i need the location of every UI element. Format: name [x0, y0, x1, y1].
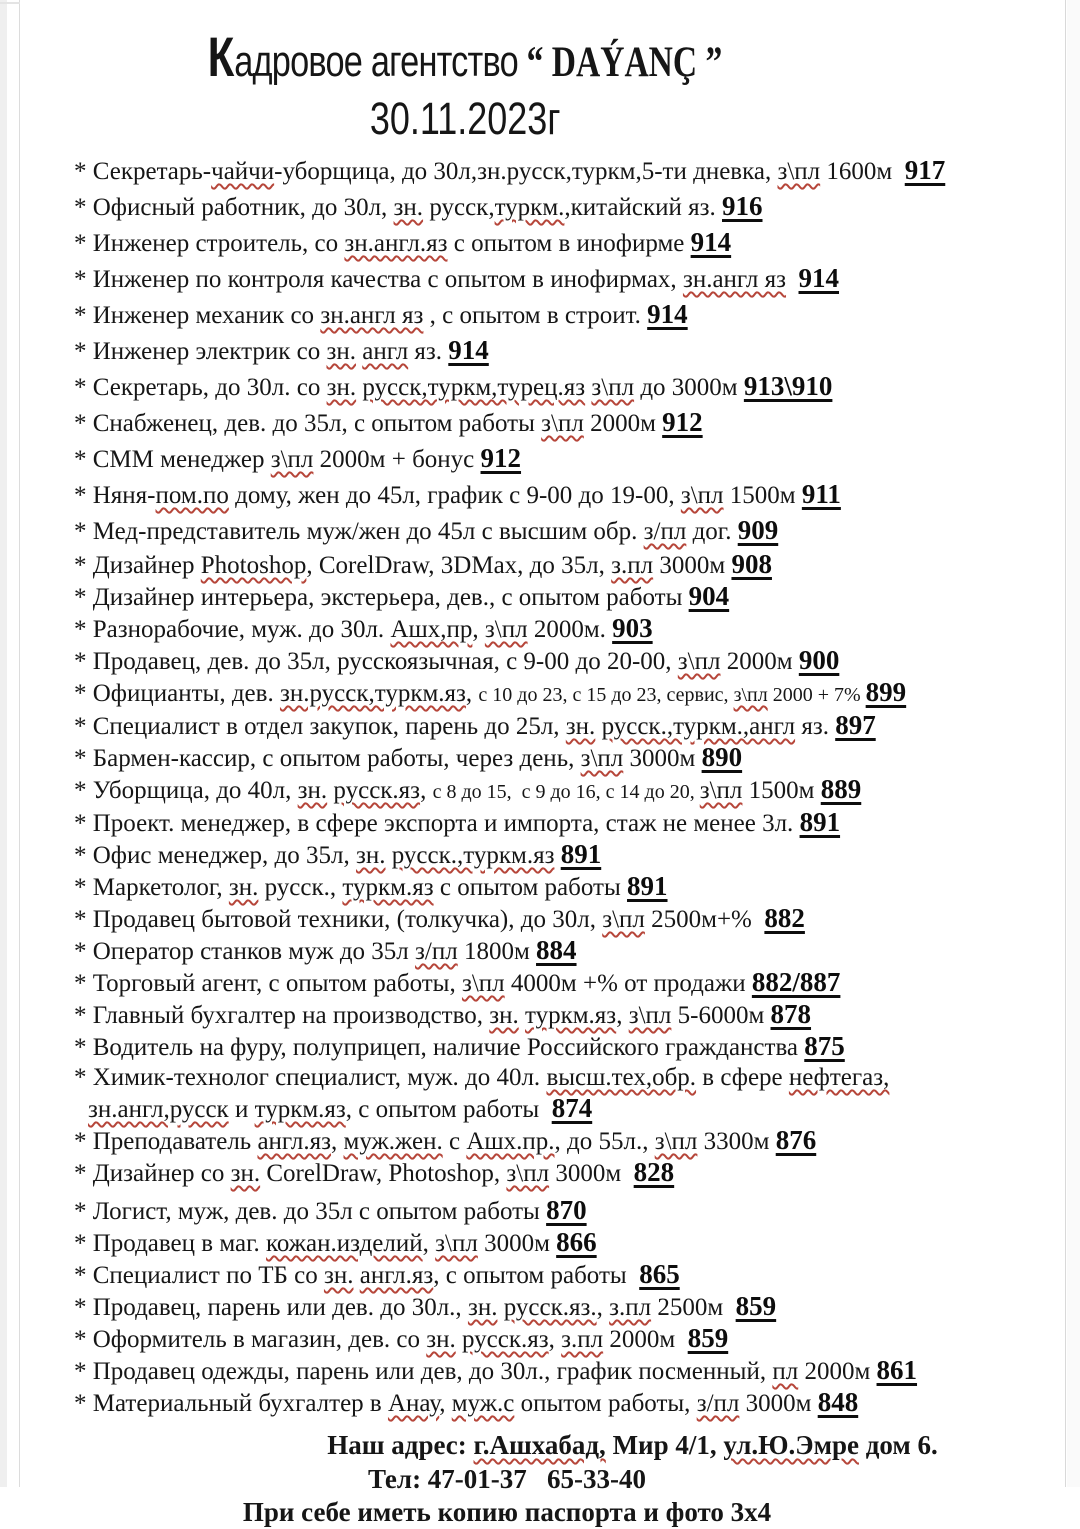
text-segment: Няня- [92, 482, 156, 509]
misspelled-word: зн. [565, 713, 596, 740]
job-code: 889 [820, 774, 862, 804]
misspelled-word: зн. [467, 1294, 498, 1321]
bullet-star: * [74, 338, 93, 365]
text-segment: Дизайнер [92, 552, 201, 579]
text-segment: Уборщица, до 40л, [92, 777, 298, 804]
misspelled-word: з.пл [561, 1326, 604, 1353]
job-code: 912 [662, 407, 703, 437]
text-segment: , [548, 1326, 562, 1353]
misspelled-word: зн. [393, 194, 424, 221]
misspelled-word: Ашх,пр [390, 616, 473, 643]
text-segment: Оператор станков муж до 35л [92, 938, 416, 965]
text-segment: 2000м [603, 1326, 688, 1353]
text-segment: , CorelDraw, 3DMax, до 35л, [306, 552, 612, 579]
bullet-star: * [74, 230, 93, 257]
text-segment: опытом работы, [514, 1390, 697, 1417]
text-segment: яз. [795, 713, 836, 740]
text-segment: Оформитель в магазин, дев. со [92, 1326, 427, 1353]
bullet-star: * [74, 1230, 93, 1257]
text-segment: Логист, муж, дев. до 35л с опытом работы [92, 1198, 547, 1225]
job-listing [74, 903, 1080, 935]
job-code: 899 [865, 677, 907, 707]
text-segment: Инженер строитель, со [92, 230, 345, 257]
job-listing [74, 710, 1080, 742]
text-segment: русск., [258, 874, 343, 901]
job-code: 891 [799, 807, 841, 837]
job-code: 903 [612, 613, 653, 643]
job-listing [74, 1227, 1080, 1259]
bullet-star: * [74, 410, 93, 437]
misspelled-word: высш.тех,обр. [546, 1064, 697, 1091]
job-code: 914 [798, 263, 840, 293]
job-code: 828 [633, 1157, 675, 1187]
text-segment: , [616, 1002, 629, 1029]
misspelled-word: кожан.изделий [266, 1230, 423, 1257]
job-code: 876 [775, 1125, 817, 1155]
text-segment: Преподаватель [92, 1128, 258, 1155]
job-list [74, 153, 1080, 1419]
job-code: 912 [480, 443, 522, 473]
text-segment: с 8 до 15, с 9 до 16, с 14 до 20, [432, 781, 700, 803]
job-listing [74, 1387, 1080, 1419]
misspelled-word: Анау [387, 1390, 440, 1417]
job-code: 913\910 [743, 371, 833, 401]
job-code: 911 [801, 479, 841, 509]
date-line [0, 94, 1080, 144]
bullet-star: * [74, 552, 93, 579]
misspelled-word: зн. [323, 1262, 354, 1289]
text-segment: Бармен-кассир, с опытом работы, через день, [92, 745, 581, 772]
text-segment: CorelDraw, Photoshop, [260, 1160, 507, 1187]
text-segment: Продавец, парень или дев. до 30л., [92, 1294, 468, 1321]
job-code: 865 [639, 1259, 680, 1289]
misspelled-word: з\пл [541, 410, 584, 437]
text-segment: с опытом в инофирме [447, 230, 691, 257]
misspelled-word: русск.яз. [503, 1294, 597, 1321]
text-segment: Специалист в отдел закупок, парень до 25л, [92, 713, 566, 740]
misspelled-word: туркм.яз [254, 1096, 346, 1123]
misspelled-word: з\пл [733, 684, 768, 706]
job-code: 861 [876, 1355, 918, 1385]
text-segment: ,китайский яз. [564, 194, 722, 221]
job-code: 916 [722, 191, 763, 221]
misspelled-word: англ.яз [359, 1262, 434, 1289]
job-listing [74, 297, 1080, 333]
job-code: 917 [904, 155, 946, 185]
text-segment: , [596, 1294, 610, 1321]
job-code: 870 [546, 1195, 587, 1225]
text-segment: 2000м [798, 1358, 877, 1385]
misspelled-word: з\пл [591, 374, 635, 401]
text-segment: с 10 до 23, с 15 до 23, сервис, [478, 684, 734, 706]
text-segment: Дизайнер интерьера, экстерьера, дев., с опытом работы [92, 584, 689, 611]
misspelled-word: зн.русск,туркм.яз [279, 680, 466, 707]
bullet-star: * [74, 1326, 93, 1353]
job-code: 878 [770, 999, 812, 1029]
page-footer [0, 1427, 1080, 1529]
job-listing [74, 153, 1080, 189]
misspelled-word: з\пл [435, 1230, 478, 1257]
text-segment: дому, жен до 45л, график с 9-00 до 19-00, [228, 482, 681, 509]
misspelled-word: Ашх.пр. [466, 1128, 555, 1155]
page-header [0, 0, 1080, 144]
photo-edge-top-line [0, 2, 20, 4]
misspelled-word: з/пл [696, 1390, 740, 1417]
misspelled-word: зн. [326, 374, 357, 401]
date: 30.11.2023г [369, 93, 561, 144]
text-segment: Продавец в маг. [92, 1230, 267, 1257]
text-segment: , с опытом в строит. [423, 302, 648, 329]
text-segment: 5-6000м [671, 1002, 771, 1029]
misspelled-word: зн.англ яз [320, 302, 424, 329]
misspelled-word: русск.яз [333, 777, 421, 804]
misspelled-word: англ.яз [257, 1128, 332, 1155]
text-segment: -уборщица, до 30л,зн.русск,туркм,5-ти дневка, [274, 158, 778, 185]
bullet-star: * [74, 1160, 93, 1187]
text-segment: с опытом работы [433, 874, 628, 901]
misspelled-word: зн.англ яз [682, 266, 787, 293]
misspelled-word: з\пл [270, 446, 314, 473]
job-code: 897 [835, 710, 876, 740]
misspelled-word: туркм.яз [525, 1002, 617, 1029]
text-segment: , с опытом работы [433, 1262, 640, 1289]
job-listing [74, 1063, 1080, 1125]
job-listing [74, 1157, 1080, 1189]
misspelled-word: чайчи [211, 158, 275, 185]
bullet-star: * [74, 1198, 93, 1225]
text-segment: СММ менеджер [92, 446, 271, 473]
text-segment: Инженер по контроля качества с опытом в инофирмах, [92, 266, 683, 293]
bullet-star: * [74, 648, 93, 675]
text-segment: Наш адрес: [327, 1430, 474, 1460]
misspelled-word: русск,туркм,турец.яз [362, 374, 586, 401]
misspelled-word: зн. [326, 338, 356, 365]
job-code: 891 [560, 839, 602, 869]
bullet-star: * [74, 518, 93, 545]
misspelled-word: з\пл [680, 482, 724, 509]
misspelled-word: з\пл [484, 616, 528, 643]
bullet-star: * [74, 938, 93, 965]
text-segment: Продавец одежды, парень или дев, до 30л., график посменный, [92, 1358, 773, 1385]
phone-line: Тел: 47-01-37 65-33-40 [367, 1464, 647, 1494]
misspelled-word: з\пл [654, 1128, 698, 1155]
text-segment: 3000м [739, 1390, 818, 1417]
text-segment: , [472, 616, 485, 643]
misspelled-word: ул.Ю.Эмре [723, 1430, 859, 1460]
bullet-star: * [74, 194, 93, 221]
misspelled-word: з\пл [677, 648, 721, 675]
misspelled-word: муж.с [451, 1390, 515, 1417]
photo-edge-left-line [19, 0, 20, 1487]
bullet-star: * [74, 1128, 93, 1155]
misspelled-word: пом.по [155, 482, 229, 509]
job-code: 904 [688, 581, 730, 611]
bullet-star: * [74, 1390, 93, 1417]
misspelled-word: зн. [489, 1002, 519, 1029]
bullet-star: * [74, 302, 93, 329]
misspelled-word: нефтегаз, [788, 1064, 890, 1091]
text-segment: дог. [686, 518, 738, 545]
misspelled-word: з\пл [506, 1160, 550, 1187]
misspelled-word: зн. [230, 1160, 261, 1187]
misspelled-word: русск.яз [462, 1326, 549, 1353]
misspelled-word: русск.,туркм.яз [391, 842, 555, 869]
text-segment: Инженер механик со [92, 302, 321, 329]
misspelled-word: з\пл [777, 158, 821, 185]
bullet-star: * [74, 680, 93, 707]
text-segment: Офис менеджер, до 35л, [92, 842, 356, 869]
job-listing [74, 677, 1080, 710]
job-code: 884 [536, 935, 577, 965]
job-listing [74, 1323, 1080, 1355]
text-segment: яз. [408, 338, 449, 365]
misspelled-word: Photoshop [200, 552, 307, 579]
text-segment: Офисный работник, до 30л, [92, 194, 394, 221]
text-segment: 1500м [742, 777, 821, 804]
text-segment: Официанты, дев. [92, 680, 280, 707]
misspelled-word: туркм. [494, 194, 565, 221]
misspelled-word: пл [772, 1358, 799, 1385]
job-listing [74, 1125, 1080, 1157]
misspelled-word: зн. [356, 842, 386, 869]
job-listing [74, 513, 1080, 549]
job-listing [74, 261, 1080, 297]
job-listing [74, 549, 1080, 581]
title-initial-cap: К [207, 25, 235, 88]
text-segment: 2000м. [527, 616, 613, 643]
text-segment: 2000м [583, 410, 663, 437]
photo-edge-left [0, 0, 7, 1487]
text-segment: Водитель на фуру, полуприцеп, наличие Российского гражданства [92, 1034, 805, 1061]
bullet-star: * [74, 810, 93, 837]
bullet-star: * [74, 482, 93, 509]
job-listing [74, 405, 1080, 441]
text-segment: 3000м [477, 1230, 557, 1257]
text-segment: с [442, 1128, 467, 1155]
misspelled-word: г.Ашхабад, [473, 1430, 606, 1460]
text-segment: , [439, 1390, 452, 1417]
bullet-star: * [74, 1064, 93, 1091]
misspelled-word: русск.,туркм.,англ [601, 713, 796, 740]
text-segment: 3000м [623, 745, 702, 772]
misspelled-word: з\пл [602, 906, 645, 933]
text-segment: 3000м [549, 1160, 634, 1187]
job-listing [74, 333, 1080, 369]
bullet-star: * [74, 446, 93, 473]
job-code: 882 [764, 903, 805, 933]
text-segment: 4000м +% от продажи [504, 970, 752, 997]
misspelled-word: з\пл [580, 745, 624, 772]
text-segment: в сфере [696, 1064, 789, 1091]
text-segment: Химик-технолог специалист, муж. до 40л. [92, 1064, 547, 1091]
text-segment: Мед-представитель муж/жен до 45л с высшим обр. [92, 518, 644, 545]
misspelled-word: з/пл [643, 518, 687, 545]
text-segment: Маркетолог, [92, 874, 229, 901]
misspelled-word: з.пл [609, 1294, 652, 1321]
misspelled-word: зн.англ,русск [88, 1096, 229, 1123]
text-segment: 2000м [720, 648, 799, 675]
job-listing [74, 369, 1080, 405]
bullet-star: * [74, 1294, 93, 1321]
job-listing [74, 839, 1080, 871]
job-code: 909 [737, 515, 779, 545]
text-segment: Материальный бухгалтер в [92, 1390, 388, 1417]
job-code: 859 [687, 1323, 729, 1353]
job-listing [74, 613, 1080, 645]
job-listing [74, 1259, 1080, 1291]
bullet-star: * [74, 874, 93, 901]
text-segment: 3300м [697, 1128, 776, 1155]
misspelled-word: з.пл [611, 552, 654, 579]
job-listing [74, 774, 1080, 807]
bullet-star: * [74, 842, 93, 869]
text-segment: Инженер электрик со [92, 338, 327, 365]
text-segment: , [331, 1128, 344, 1155]
job-listing [74, 742, 1080, 774]
job-code: 908 [731, 549, 772, 579]
text-segment: Снабженец, дев. до 35л, с опытом работы [92, 410, 542, 437]
job-listing [74, 225, 1080, 261]
job-listing [74, 967, 1080, 999]
bullet-star: * [74, 374, 93, 401]
bullet-star: * [74, 266, 93, 293]
bullet-star: * [74, 1262, 93, 1289]
note-line: При себе иметь копию паспорта и фото 3х4 [242, 1497, 772, 1527]
bullet-star: * [74, 1002, 93, 1029]
job-listing [74, 1195, 1080, 1227]
text-segment: 1600м [820, 158, 905, 185]
job-listing [74, 645, 1080, 677]
bullet-star: * [74, 777, 93, 804]
text-segment: Продавец, дев. до 35л, русскоязычная, с 9-00 до 20-00, [92, 648, 678, 675]
misspelled-word: муж.жен. [343, 1128, 443, 1155]
text-segment: 2500м+% [644, 906, 765, 933]
text-segment: Главный бухгалтер на производство, [92, 1002, 490, 1029]
text-segment: русск, [423, 194, 495, 221]
text-segment: до 3000м [634, 374, 744, 401]
job-code: 882/887 [751, 967, 841, 997]
job-listing [74, 189, 1080, 225]
text-segment: , [420, 777, 433, 804]
text-segment: 1500м [723, 482, 802, 509]
job-listing [74, 1031, 1080, 1063]
text-segment [786, 266, 799, 293]
address-line [0, 1427, 1080, 1463]
job-listing [74, 999, 1080, 1031]
bullet-star: * [74, 1034, 93, 1061]
misspelled-word: з\пл [628, 1002, 672, 1029]
text-segment: 3000м [653, 552, 732, 579]
text-segment: Мир 4/1, [605, 1430, 724, 1460]
misspelled-word: зн. [297, 777, 328, 804]
job-code: 859 [735, 1291, 777, 1321]
bullet-star: * [74, 616, 93, 643]
misspelled-word: зн.англ.яз [344, 230, 448, 257]
job-listing [74, 1291, 1080, 1323]
job-code: 891 [627, 871, 668, 901]
text-segment: Проект. менеджер, в сфере экспорта и импорта, стаж не менее 3л. [92, 810, 800, 837]
bullet-star: * [74, 906, 93, 933]
job-listing [74, 807, 1080, 839]
job-code: 866 [556, 1227, 597, 1257]
text-segment: и [228, 1096, 255, 1123]
text-segment: , [465, 680, 479, 707]
text-segment: , до 55л., [554, 1128, 655, 1155]
job-code: 890 [701, 742, 743, 772]
text-segment: дом 6. [858, 1430, 938, 1460]
photo-edge-right-line [1065, 0, 1066, 1487]
job-listing [74, 477, 1080, 513]
text-segment: Торговый агент, с опытом работы, [92, 970, 462, 997]
text-segment: 2000 + 7% [767, 684, 866, 706]
text-segment: Секретарь, до 30л. со [92, 374, 327, 401]
text-segment: 2000м + бонус [313, 446, 481, 473]
text-segment: , с опытом работы [345, 1096, 552, 1123]
job-code: 914 [448, 335, 489, 365]
job-listing [74, 441, 1080, 477]
title-text: адровое агентство [234, 37, 527, 86]
job-code: 914 [647, 299, 688, 329]
job-listing [74, 581, 1080, 613]
agency-name: “ DAÝANÇ ” [526, 39, 723, 86]
text-segment: Специалист по ТБ со [92, 1262, 324, 1289]
job-code: 874 [551, 1093, 593, 1123]
job-code: 875 [804, 1031, 845, 1061]
photo-edge-right [1067, 0, 1080, 1487]
job-code: 848 [817, 1387, 859, 1417]
text-segment: , [422, 1230, 436, 1257]
text-segment: Дизайнер со [92, 1160, 231, 1187]
bullet-star: * [74, 970, 93, 997]
bullet-star: * [74, 1358, 93, 1385]
misspelled-word: з/пл [415, 938, 458, 965]
text-segment: Продавец бытовой техники, (толкучка), до 30л, [92, 906, 603, 933]
job-code: 900 [798, 645, 840, 675]
misspelled-word: зн. [228, 874, 259, 901]
misspelled-word: з\пл [461, 970, 505, 997]
bullet-star: * [74, 745, 93, 772]
bullet-star: * [74, 713, 93, 740]
job-listing [74, 1355, 1080, 1387]
job-listing [74, 935, 1080, 967]
text-segment: Секретарь- [92, 158, 212, 185]
bullet-star: * [74, 584, 93, 611]
misspelled-word: англ [362, 338, 409, 365]
job-code: 914 [690, 227, 732, 257]
bullet-star: * [74, 158, 93, 185]
misspelled-word: туркм.яз [342, 874, 434, 901]
misspelled-word: з\пл [699, 777, 743, 804]
job-listing [74, 871, 1080, 903]
text-segment: 1800м [457, 938, 537, 965]
misspelled-word: зн. [426, 1326, 456, 1353]
text-segment: Разнорабочие, муж. до 30л. [92, 616, 391, 643]
text-segment: 2500м [651, 1294, 736, 1321]
page-title [0, 26, 1080, 94]
